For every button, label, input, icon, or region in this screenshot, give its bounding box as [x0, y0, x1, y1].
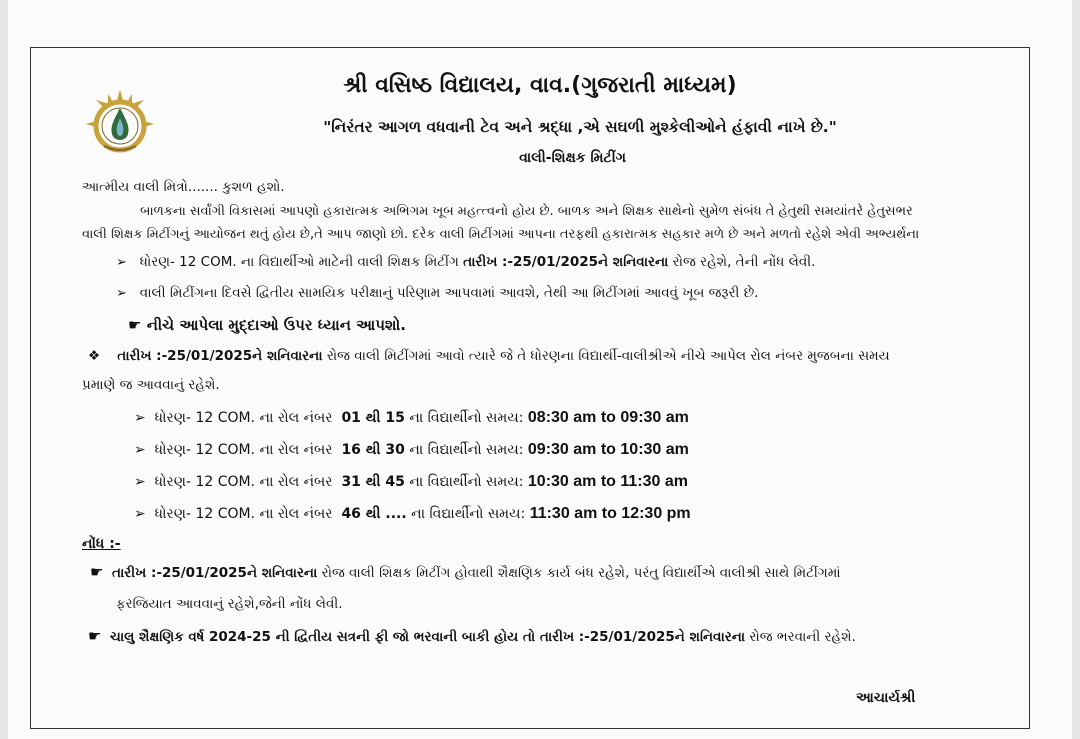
arrow-icon: ➢: [134, 474, 146, 490]
date-point-date: તારીખ :-25/01/2025ને શનિવારના: [117, 348, 323, 364]
schedule-roll-range: 46 થી ....: [341, 506, 407, 522]
bullet-meeting-date: [116, 254, 815, 270]
schedule-row: [134, 505, 691, 523]
schedule-roll-range: 01 થી 15: [341, 410, 405, 426]
attention-heading: [128, 316, 406, 334]
schedule-std: ધોરણ- 12 COM. ના રોલ નંબર: [154, 410, 333, 426]
schedule-mid: ના વિદ્યાર્થીનો સમય:: [409, 410, 524, 426]
intro-line-1: બાળકના સર્વાંગી વિકાસમાં આપણો હકારાત્મક અભિગમ ખૂબ મહત્ત્વનો હોય છે. બાળક અને શિક્ષક સાથેનો સુમેળ સંબંધ તે હેતુથી સમયાંતરે હેતુસભર: [140, 204, 913, 219]
schedule-roll-range: 16 થી 30: [341, 442, 405, 458]
school-motto: "નિરંતર આગળ વધવાની ટેવ અને શ્રદ્ધા ,એ સઘળી મુશ્કેલીઓને હંફાવી નાખે છે.": [323, 118, 837, 136]
schedule-time: 09:30 am to 10:30 am: [527, 441, 689, 458]
schedule-mid: ના વિદ્યાર્થીનો સમય:: [409, 442, 524, 458]
meeting-title: વાલી-શિક્ષક મિટીંગ: [519, 150, 626, 166]
pointing-hand-icon: ☛: [128, 316, 142, 334]
schedule-time: 08:30 am to 09:30 am: [527, 409, 689, 426]
schedule-mid: ના વિદ્યાર્થીનો સમય:: [409, 474, 524, 490]
date-point-line-2: પ્રમાણે જ આવવાનું રહેશે.: [82, 377, 220, 393]
schedule-row: [134, 409, 689, 427]
schedule-time: 10:30 am to 11:30 am: [527, 473, 688, 490]
schedule-std: ધોરણ- 12 COM. ના રોલ નંબર: [154, 474, 333, 490]
note-item-2-text: રોજ ભરવાની રહેશે.: [749, 629, 856, 645]
schedule-std: ધોરણ- 12 COM. ના રોલ નંબર: [154, 506, 333, 522]
school-name: શ્રી વસિષ્ઠ વિદ્યાલય, વાવ.(ગુજરાતી માધ્યમ): [343, 73, 737, 98]
note-item-1: [90, 563, 841, 581]
schedule-row: [134, 473, 688, 491]
attention-text: નીચે આપેલા મુદ્દાઓ ઉપર ધ્યાન આપશો.: [146, 316, 406, 334]
schedule-row: [134, 441, 689, 459]
date-point: [88, 348, 890, 364]
bullet-pre-text: ધોરણ- 12 COM. ના વિદ્યાર્થીઓ માટેની વાલી શિક્ષક મિટીંગ: [139, 254, 459, 270]
greeting-text: આત્મીય વાલી મિત્રો....... કુશળ હશો.: [82, 179, 285, 195]
note-item-2: [88, 627, 856, 645]
arrow-icon: ➢: [116, 286, 127, 301]
schedule-mid: ના વિદ્યાર્થીનો સમય:: [411, 506, 526, 522]
meeting-date: તારીખ :-25/01/2025ને શનિવારના: [463, 254, 669, 270]
principal-signature: આચાર્યશ્રી: [856, 690, 916, 706]
arrow-icon: ➢: [134, 410, 146, 426]
note-item-2-fee-text: ચાલુ શૈક્ષણિક વર્ષ 2024-25 ની દ્વિતીય સત્રની ફી જો ભરવાની બાકી હોય તો તારીખ :-25/01/2025ને શનિવારના: [110, 629, 746, 645]
note-title: નોંધ :-: [82, 536, 121, 552]
arrow-icon: ➢: [134, 442, 146, 458]
arrow-icon: ➢: [116, 255, 127, 270]
pointing-hand-icon: ☛: [88, 627, 102, 645]
schedule-roll-range: 31 થી 45: [341, 474, 405, 490]
bullet-result: [116, 285, 758, 301]
schedule-std: ધોરણ- 12 COM. ના રોલ નંબર: [154, 442, 333, 458]
bullet-result-text: વાલી મિટીંગના દિવસે દ્વિતીય સામયિક પરીક્ષાનું પરિણામ આપવામાં આવશે, તેથી આ મિટીંગમાં આવવું ખૂબ જરૂરી છે.: [139, 285, 759, 301]
date-point-text: રોજ વાલી મિટીંગમાં આવો ત્યારે જે તે ધોરણના વિદ્યાર્થી-વાલીશ્રીએ નીચે આપેલ રોલ નંબર મુજબના સમય: [326, 348, 890, 364]
diamond-bullet-icon: ❖: [88, 348, 101, 364]
intro-line-2: વાલી શિક્ષક મિટીંગનું આયોજન થતું હોય છે,તે આપ જાણો છો. દરેક વાલી મિટીંગમાં આપના તરફથી હકારાત્મક સહકાર મળે છે અને મળતો રહેશે એવી અભ્યર્થના: [82, 227, 920, 242]
schedule-time: 11:30 am to 12:30 pm: [529, 505, 691, 522]
arrow-icon: ➢: [134, 506, 146, 522]
note-item-1-line-2: ફરજિયાત આવવાનું રહેશે,જેની નોંધ લેવી.: [116, 596, 343, 612]
note-item-1-text: રોજ વાલી શિક્ષક મિટીંગ હોવાથી શૈક્ષણિક કાર્ય બંધ રહેશે, પરંતુ વિદ્યાર્થીએ વાલીશ્રી સાથે મિટીંગમાં: [321, 565, 841, 581]
bullet-post-text: રોજ રહેશે, તેની નોંધ લેવી.: [672, 254, 816, 270]
pointing-hand-icon: ☛: [90, 563, 104, 581]
note-item-1-date: તારીખ :-25/01/2025ને શનિવારના: [112, 565, 318, 581]
